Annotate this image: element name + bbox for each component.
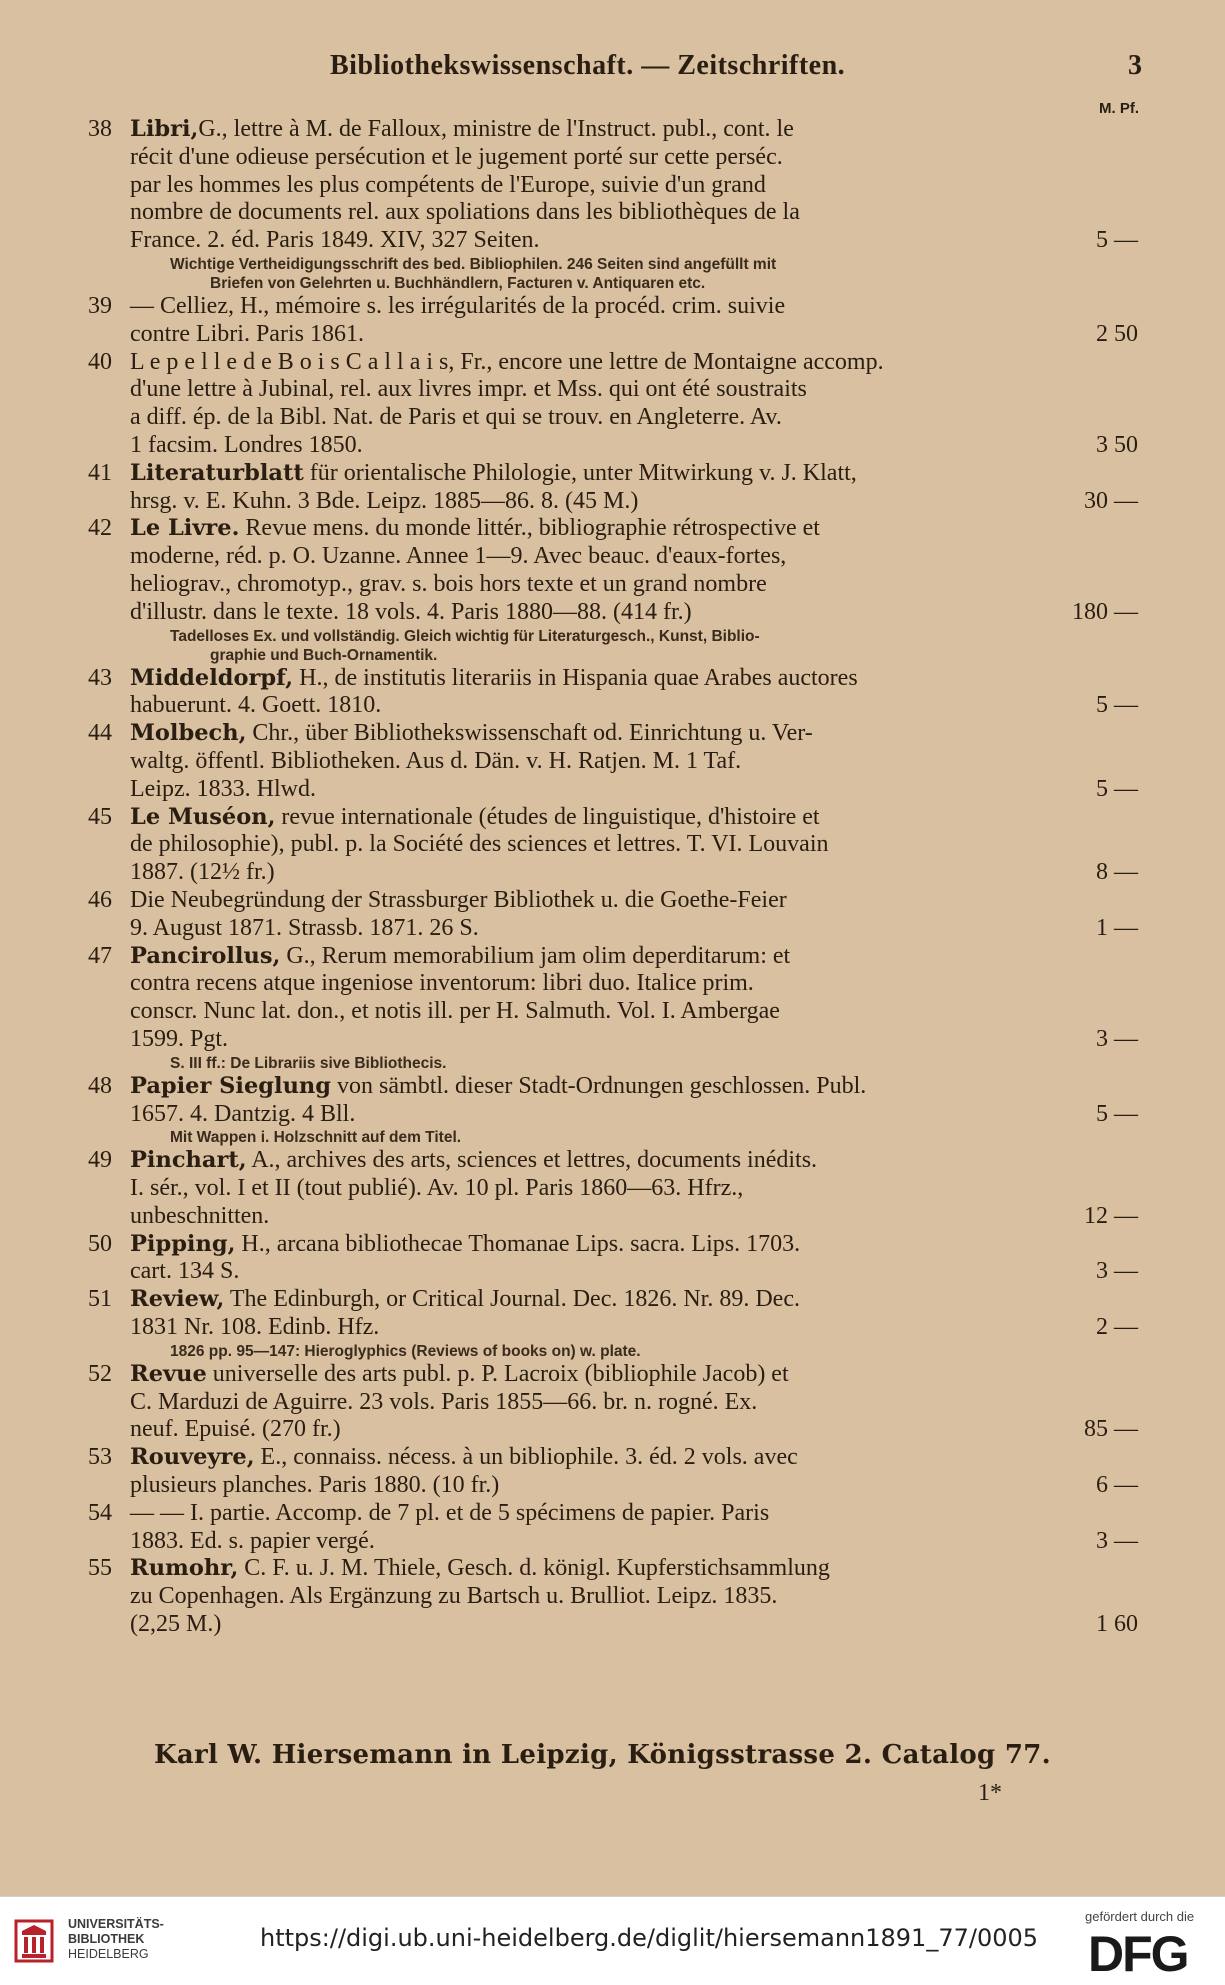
entry-number: 43 xyxy=(88,664,112,691)
entry-text: von sämbtl. dieser Stadt-Ordnungen geschlossen. Publ. xyxy=(331,1072,867,1099)
viewer-footer-bar xyxy=(0,1896,1225,1985)
entry-text: d'illustr. dans le texte. 18 vols. 4. Paris 1880—88. (414 fr.) xyxy=(130,598,692,625)
entry-line xyxy=(130,1555,1062,1583)
entry-text: nombre de documents rel. aux spoliations dans les bibliothèques de la xyxy=(130,199,800,226)
entry-text: neuf. Epuisé. (270 fr.) xyxy=(130,1416,341,1443)
entry-text: unbeschnitten. xyxy=(130,1202,270,1229)
entry-line xyxy=(130,1500,1062,1528)
page-title: Bibliothekswissenschaft. — Zeitschriften. xyxy=(330,50,846,81)
page-number: 3 xyxy=(1128,50,1142,81)
document-url-link[interactable]: https://digi.ub.uni-heidelberg.de/diglit/hiersemann1891_77/0005 xyxy=(260,1924,1039,1952)
price-column-header: M. Pf. xyxy=(1099,100,1139,117)
entry-line xyxy=(130,1528,1062,1556)
svg-text:DFG: DFG xyxy=(1088,1929,1188,1975)
entry-text: France. 2. éd. Paris 1849. XIV, 327 Seiten. xyxy=(130,227,540,254)
entry-line xyxy=(130,831,1062,859)
entry-number: 54 xyxy=(88,1499,112,1526)
entry-heading: Molbech, xyxy=(130,720,247,747)
catalog-entry xyxy=(78,1444,1138,1500)
entry-text: G., Rerum memorabilium jam olim deperditarum: et xyxy=(280,942,791,969)
entry-number: 44 xyxy=(88,720,112,747)
entry-text: für orientalische Philologie, unter Mitwirkung v. J. Klatt, xyxy=(303,459,857,486)
entry-price: 5 — xyxy=(1096,692,1138,719)
entry-price: 3 — xyxy=(1096,1025,1138,1052)
entry-number: 53 xyxy=(88,1444,112,1471)
catalog-entry xyxy=(78,515,1138,626)
entry-line xyxy=(130,748,1062,776)
entry-note xyxy=(78,1342,1138,1361)
entry-line xyxy=(130,404,1062,432)
entry-price: 1 60 xyxy=(1096,1611,1138,1638)
entry-number: 45 xyxy=(88,803,112,830)
entry-price: 6 — xyxy=(1096,1472,1138,1499)
entry-line xyxy=(130,1389,1062,1417)
catalog-entry xyxy=(78,720,1138,803)
entry-number: 42 xyxy=(88,515,112,542)
entry-text: Die Neubegründung der Strassburger Bibliothek u. die Goethe-Feier xyxy=(130,886,787,913)
entry-note-line: Tadelloses Ex. und vollständig. Gleich wichtig für Literaturgesch., Kunst, Biblio- xyxy=(170,627,760,645)
entry-number: 50 xyxy=(88,1230,112,1257)
entry-text: — — I. partie. Accomp. de 7 pl. et de 5 spécimens de papier. Paris xyxy=(130,1499,770,1526)
catalog-entry xyxy=(78,1073,1138,1129)
entry-text: 1599. Pgt. xyxy=(130,1025,229,1052)
entry-heading: Rumohr, xyxy=(130,1555,239,1582)
entry-line xyxy=(130,543,1062,571)
entry-line xyxy=(130,915,1062,943)
entry-text: C. F. u. J. M. Thiele, Gesch. d. königl. Kupferstichsammlung xyxy=(238,1555,830,1582)
entry-text: waltg. öffentl. Bibliotheken. Aus d. Dän. v. H. Ratjen. M. 1 Taf. xyxy=(130,747,742,774)
entry-price: 5 — xyxy=(1096,775,1138,802)
entry-note-line: 1826 pp. 95—147: Hieroglyphics (Reviews of books on) w. plate. xyxy=(170,1342,641,1360)
entry-line xyxy=(130,144,1062,172)
catalog-entry xyxy=(78,1361,1138,1444)
entry-line xyxy=(130,720,1062,748)
entry-line xyxy=(130,692,1062,720)
entry-text: heliograv., chromotyp., grav. s. bois hors texte et un grand nombre xyxy=(130,570,767,597)
entry-price: 180 — xyxy=(1072,598,1138,625)
publisher-footer xyxy=(0,1740,1225,1770)
entry-number: 51 xyxy=(88,1286,112,1313)
entry-text: 1657. 4. Dantzig. 4 Bll. xyxy=(130,1100,356,1127)
entry-line xyxy=(130,1416,1062,1444)
entry-text: E., connaiss. nécess. à un bibliophile. 3. éd. 2 vols. avec xyxy=(254,1444,798,1471)
entry-line xyxy=(130,227,1062,255)
entry-line xyxy=(130,293,1062,321)
entry-number: 41 xyxy=(88,459,112,486)
catalog-entry xyxy=(78,1147,1138,1230)
entry-heading: Pinchart, xyxy=(130,1147,247,1174)
entry-line xyxy=(130,1203,1062,1231)
entry-heading: Pipping, xyxy=(130,1230,236,1257)
dfg-logo-icon xyxy=(1088,1929,1213,1975)
entry-line xyxy=(130,599,1062,627)
entry-line xyxy=(130,199,1062,227)
entry-text: 1887. (12½ fr.) xyxy=(130,859,275,886)
entry-note-line: Wichtige Vertheidigungsschrift des bed. Bibliophilen. 246 Seiten sind angefüllt mit xyxy=(170,255,777,273)
entry-line xyxy=(130,859,1062,887)
catalog-entry xyxy=(78,804,1138,887)
catalog-entry xyxy=(78,1231,1138,1287)
entry-line xyxy=(130,1472,1062,1500)
catalog-entry xyxy=(78,1500,1138,1556)
entry-number: 49 xyxy=(88,1147,112,1174)
entry-number: 38 xyxy=(88,116,112,142)
entry-number: 46 xyxy=(88,886,112,913)
entry-line xyxy=(130,887,1062,915)
entry-number: 55 xyxy=(88,1555,112,1582)
entry-heading: Libri, xyxy=(130,116,199,142)
entry-price: 1 — xyxy=(1096,914,1138,941)
entry-heading: Le Muséon, xyxy=(130,803,276,830)
entry-line xyxy=(130,1611,1062,1639)
university-library-name: UNIVERSITÄTS- BIBLIOTHEK HEIDELBERG xyxy=(68,1917,164,1961)
entry-line xyxy=(130,376,1062,404)
entry-text: H., arcana bibliothecae Thomanae Lips. sacra. Lips. 1703. xyxy=(235,1230,801,1257)
entry-line xyxy=(130,432,1062,460)
entry-heading: Papier Sieglung xyxy=(130,1072,332,1099)
entry-price: 30 — xyxy=(1084,487,1138,514)
university-library-logo-icon xyxy=(14,1917,54,1965)
entry-text: revue internationale (études de linguistique, d'histoire et xyxy=(275,803,820,830)
catalog-entry xyxy=(78,460,1138,516)
entry-text: 1883. Ed. s. papier vergé. xyxy=(130,1527,375,1554)
entry-text: Chr., über Bibliothekswissenschaft od. Einrichtung u. Ver- xyxy=(246,720,813,747)
entry-heading: Pancirollus, xyxy=(130,942,281,969)
publisher-footer-text: Karl W. Hiersemann in Leipzig, Königsstrasse 2. Catalog 77. xyxy=(153,1740,1052,1770)
entry-text: moderne, réd. p. O. Uzanne. Annee 1—9. Avec beauc. d'eaux-fortes, xyxy=(130,543,787,570)
entry-heading: Le Livre. xyxy=(130,515,240,542)
entry-price: 3 50 xyxy=(1096,431,1138,458)
entry-price: 85 — xyxy=(1084,1416,1138,1443)
funding-note: gefördert durch die xyxy=(1085,1909,1195,1924)
entry-line xyxy=(130,172,1062,200)
entry-text: 1831 Nr. 108. Edinb. Hfz. xyxy=(130,1314,380,1341)
entry-line xyxy=(130,460,1062,488)
entry-line xyxy=(130,1026,1062,1054)
entry-text: H., de institutis literariis in Hispania quae Arabes auctores xyxy=(293,664,858,691)
entry-note xyxy=(78,255,1138,293)
entry-text: d'une lettre à Jubinal, rel. aux livres impr. et Mss. qui ont été soustraits xyxy=(130,376,807,403)
entry-heading: Rouveyre, xyxy=(130,1444,255,1471)
entry-line xyxy=(130,1361,1062,1389)
entry-price: 8 — xyxy=(1096,859,1138,886)
entry-price: 2 50 xyxy=(1096,320,1138,347)
entry-line xyxy=(130,571,1062,599)
entry-text: 1 facsim. Londres 1850. xyxy=(130,431,363,458)
entry-note-line: S. III ff.: De Librariis sive Bibliothecis. xyxy=(170,1054,447,1072)
entry-number: 40 xyxy=(88,348,112,375)
entry-text: récit d'une odieuse persécution et le jugement porté sur cette perséc. xyxy=(130,143,783,170)
running-header xyxy=(0,50,1225,84)
entry-text: Leipz. 1833. Hlwd. xyxy=(130,775,316,802)
catalog-entries xyxy=(78,116,1138,1639)
entry-text: contra recens atque ingeniose inventorum: libri duo. Italice prim. xyxy=(130,970,754,997)
entry-text: de philosophie), publ. p. la Société des sciences et lettres. T. VI. Louvain xyxy=(130,831,829,858)
entry-text: conscr. Nunc lat. don., et notis ill. per H. Salmuth. Vol. I. Ambergae xyxy=(130,998,780,1025)
entry-line xyxy=(130,1583,1062,1611)
entry-line xyxy=(130,116,1062,144)
entry-number: 48 xyxy=(88,1072,112,1099)
entry-line xyxy=(130,1314,1062,1342)
entry-line xyxy=(130,943,1062,971)
catalog-entry xyxy=(78,1286,1138,1342)
entry-text: contre Libri. Paris 1861. xyxy=(130,320,364,347)
entry-number: 47 xyxy=(88,942,112,969)
entry-text: (2,25 M.) xyxy=(130,1611,222,1638)
entry-text: 9. August 1871. Strassb. 1871. 26 S. xyxy=(130,914,479,941)
catalog-entry xyxy=(78,293,1138,349)
entry-text: Revue mens. du monde littér., bibliographie rétrospective et xyxy=(239,515,820,542)
entry-line xyxy=(130,998,1062,1026)
entry-text: a diff. ép. de la Bibl. Nat. de Paris et qui se trouv. en Angleterre. Av. xyxy=(130,404,782,431)
entry-line xyxy=(130,804,1062,832)
catalog-entry xyxy=(78,665,1138,721)
entry-text: G., lettre à M. de Falloux, ministre de l'Instruct. publ., cont. le xyxy=(198,116,794,142)
entry-line xyxy=(130,515,1062,543)
entry-price: 5 — xyxy=(1096,1100,1138,1127)
entry-heading: Revue xyxy=(130,1360,207,1387)
entry-note-line: Briefen von Gelehrten u. Buchhändlern, Facturen v. Antiquaren etc. xyxy=(210,274,706,292)
catalog-entry xyxy=(78,1555,1138,1638)
entry-price: 2 — xyxy=(1096,1314,1138,1341)
entry-line xyxy=(130,1444,1062,1472)
entry-price: 3 — xyxy=(1096,1258,1138,1285)
entry-line xyxy=(130,1101,1062,1129)
entry-line xyxy=(130,776,1062,804)
entry-text: I. sér., vol. I et II (tout publié). Av. 10 pl. Paris 1860—63. Hfrz., xyxy=(130,1175,744,1202)
entry-note xyxy=(78,1054,1138,1073)
entry-line xyxy=(130,1175,1062,1203)
entry-line xyxy=(130,1073,1062,1101)
entry-text: zu Copenhagen. Als Ergänzung zu Bartsch u. Brulliot. Leipz. 1835. xyxy=(130,1583,778,1610)
entry-text: par les hommes les plus compétents de l'Europe, suivie d'un grand xyxy=(130,171,766,198)
entry-heading: Review, xyxy=(130,1286,225,1313)
entry-line xyxy=(130,488,1062,516)
entry-line xyxy=(130,321,1062,349)
entry-price: 5 — xyxy=(1096,227,1138,254)
catalog-entry xyxy=(78,116,1138,255)
entry-text: plusieurs planches. Paris 1880. (10 fr.) xyxy=(130,1472,500,1499)
entry-text: The Edinburgh, or Critical Journal. Dec. 1826. Nr. 89. Dec. xyxy=(224,1286,800,1313)
entry-note xyxy=(78,1128,1138,1147)
entry-heading: Literaturblatt xyxy=(130,459,304,486)
entry-text: C. Marduzi de Aguirre. 23 vols. Paris 1855—66. br. n. rogné. Ex. xyxy=(130,1388,758,1415)
entry-line xyxy=(130,1231,1062,1259)
entry-text: cart. 134 S. xyxy=(130,1258,240,1285)
catalog-entry xyxy=(78,349,1138,460)
entry-line xyxy=(130,349,1062,377)
entry-number: 39 xyxy=(88,292,112,319)
catalog-entry xyxy=(78,887,1138,943)
entry-line xyxy=(130,1286,1062,1314)
entry-heading: Middeldorpf, xyxy=(130,664,294,691)
entry-note-line: Mit Wappen i. Holzschnitt auf dem Titel. xyxy=(170,1129,462,1147)
entry-text: L e p e l l e d e B o i s C a l l a i s, Fr., encore une lettre de Montaigne accomp. xyxy=(130,348,884,375)
entry-text: A., archives des arts, sciences et lettres, documents inédits. xyxy=(246,1147,818,1174)
entry-text: — Celliez, H., mémoire s. les irrégularités de la procéd. crim. suivie xyxy=(130,292,786,319)
catalog-entry xyxy=(78,943,1138,1054)
entry-note-line: graphie und Buch-Ornamentik. xyxy=(210,646,438,664)
entry-line xyxy=(130,1147,1062,1175)
entry-line xyxy=(130,1258,1062,1286)
entry-price: 12 — xyxy=(1084,1202,1138,1229)
entry-line xyxy=(130,665,1062,693)
entry-text: hrsg. v. E. Kuhn. 3 Bde. Leipz. 1885—86. 8. (45 M.) xyxy=(130,487,639,514)
entry-text: habuerunt. 4. Goett. 1810. xyxy=(130,692,382,719)
entry-line xyxy=(130,970,1062,998)
entry-number: 52 xyxy=(88,1360,112,1387)
entry-price: 3 — xyxy=(1096,1527,1138,1554)
signature-mark: 1* xyxy=(978,1780,1002,1806)
entry-text: universelle des arts publ. p. P. Lacroix (bibliophile Jacob) et xyxy=(206,1360,789,1387)
entry-note xyxy=(78,627,1138,665)
